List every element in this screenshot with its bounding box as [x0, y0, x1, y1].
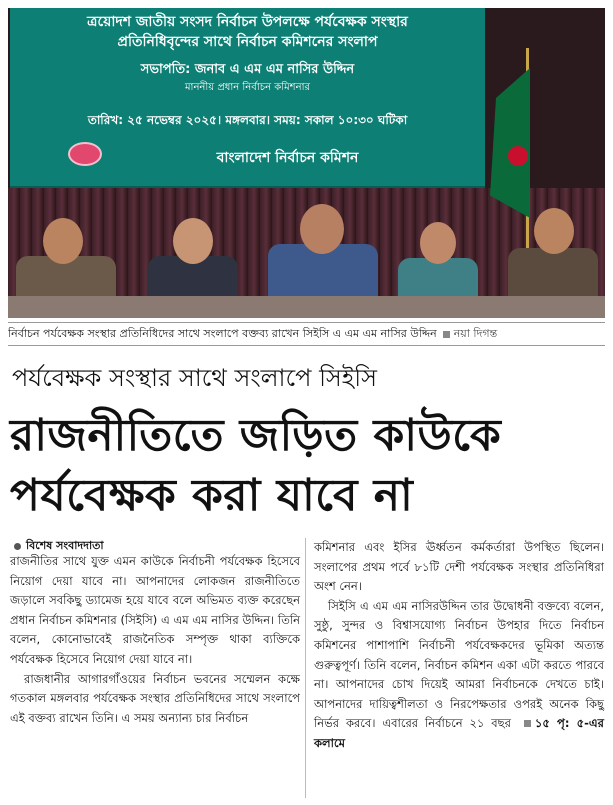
article-column-1	[10, 552, 300, 728]
flag-icon	[490, 68, 530, 218]
banner-line-1: ত্রয়োদশ জাতীয় সংসদ নির্বাচন উপলক্ষে পর্যবেক্ষক সংস্থার	[87, 14, 408, 30]
article-paragraph-text: সিইসি এ এম এম নাসিরউদ্দিন তার উদ্বোধনী বক্তব্যে বলেন, সুষ্ঠু, সুন্দর ও বিশ্বাসযোগ্য নির্বাচন উপহার দিতে নির্বাচন কমিশনের পাশাপাশি নির্বাচনী পর্যবেক্ষকদের ভূমিকা অত্যন্ত গুরুত্বপূর্ণ। তিনি বলেন, নির্বাচন কমিশন একা এটা করতে পারবে না। আপনাদের চোখ দিয়েই আমরা নির্বাচনকে দেখতে চাই। আপনাদের দায়িত্বশীলতা ও নিরপেক্ষতার ওপরই অনেক কিছু নির্ভর করবে। এবারের নির্বাচনে ২১ বছর	[314, 598, 604, 731]
banner-org: বাংলাদেশ নির্বাচন কমিশন	[216, 150, 359, 166]
banner-date-line: তারিখ: ২৫ নভেম্বর ২০২৫। মঙ্গলবার। সময়: সকাল ১০:৩০ ঘটিকা	[87, 113, 408, 127]
banner-chair-role: মাননীয় প্রধান নির্বাচন কমিশনার	[185, 82, 310, 93]
headline-line-2: পর্যবেক্ষক করা যাবে না	[10, 470, 414, 521]
caption-source: নয়া দিগন্ত	[453, 327, 498, 340]
headline-line-1: রাজনীতিতে জড়িত কাউকে	[10, 410, 502, 461]
banner-chair: সভাপতি: জনাব এ এম এম নাসির উদ্দিন	[140, 62, 355, 77]
news-photo	[8, 8, 605, 318]
article-column-2	[314, 538, 604, 754]
article-paragraph	[314, 597, 604, 754]
photo-caption	[8, 322, 605, 346]
continued-jump-link[interactable]: ১৫ পৃ: ৫-এর কলামে	[314, 716, 604, 750]
square-bullet-icon	[443, 331, 450, 338]
bullet-icon	[14, 543, 21, 550]
byline-text: বিশেষ সংবাদদাতা	[26, 539, 104, 552]
event-banner	[10, 8, 485, 188]
square-bullet-icon	[524, 720, 531, 727]
article-paragraph: রাজনীতির সাথে যুক্ত এমন কাউকে নির্বাচনী পর্যবেক্ষক হিসেবে নিয়োগ দেয়া যাবে না। আপনাদের লোকজন রাজনীতিতে জড়ালে সবকিছু ড্যামেজ হয়ে যাবে বলে অভিমত ব্যক্ত করেছেন প্রধান নির্বাচন কমিশনার (সিইসি) এ এম এম নাসির উদ্দিন। তিনি বলেন, কোনোভাবেই রাজনৈতিক সম্পৃক্ত থাকা ব্যক্তিকে পর্যবেক্ষক হিসেবে নিয়োগ দেয়া যাবে না।	[10, 554, 300, 666]
column-divider	[305, 538, 306, 798]
banner-line-2: প্রতিনিধিবৃন্দের সাথে নির্বাচন কমিশনের সংলাপ	[117, 34, 378, 50]
kicker-headline: পর্যবেক্ষক সংস্থার সাথে সংলাপে সিইসি	[12, 364, 377, 392]
conference-table	[8, 296, 605, 318]
article-paragraph: রাজধানীর আগারগাঁওয়ের নির্বাচন ভবনের সম্মেলন কক্ষে গতকাল মঙ্গলবার পর্যবেক্ষক সংস্থার প্রতিনিধিদের সাথে সংলাপে এই বক্তব্য রাখেন তিনি। এ সময় অন্যান্য চার নির্বাচন	[10, 671, 300, 725]
article-paragraph: কমিশনার এবং ইসির ঊর্ধ্বতন কর্মকর্তারা উপস্থিত ছিলেন। সংলাপের প্রথম পর্বে ৮১টি দেশী পর্যবেক্ষক সংস্থার প্রতিনিধিরা অংশ নেন।	[314, 540, 604, 594]
caption-text: নির্বাচন পর্যবেক্ষক সংস্থার প্রতিনিধিদের সাথে সংলাপে বক্তব্য রাখেন সিইসি এ এম এম নাসির উদ্দিন	[8, 327, 437, 340]
flag-disc-icon	[508, 146, 528, 166]
